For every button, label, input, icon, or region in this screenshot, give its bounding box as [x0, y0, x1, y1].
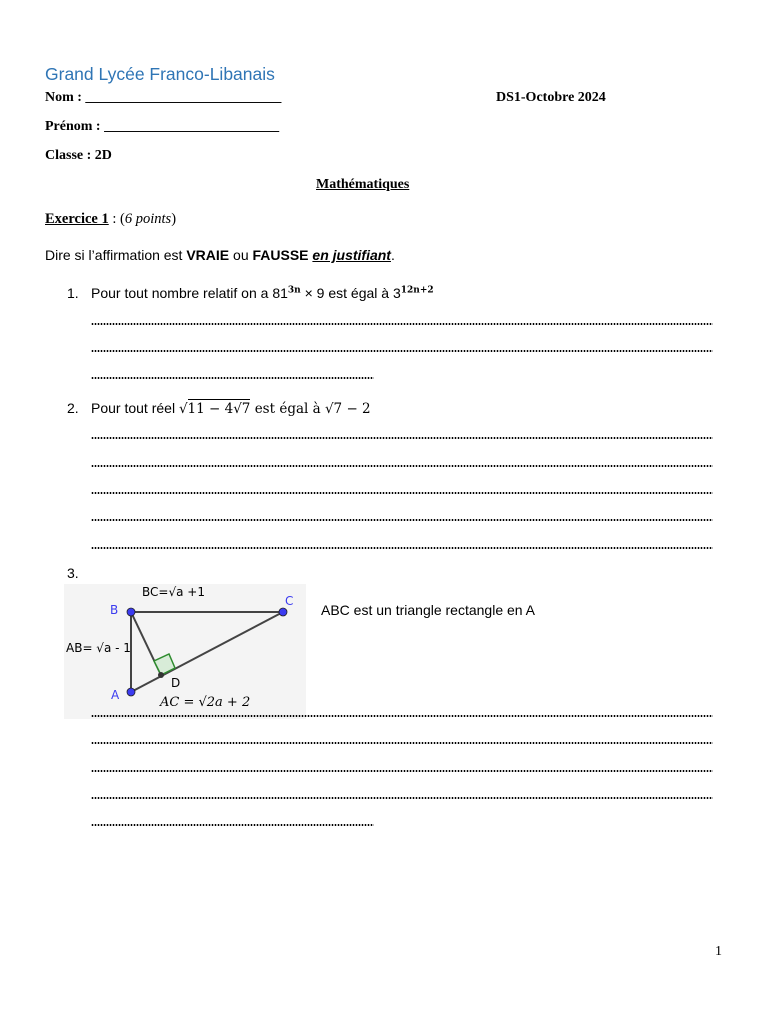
first-name-field: Prénom : _________________________ [45, 119, 280, 134]
exercise-colon: : ( [108, 211, 125, 227]
answer-line [91, 323, 713, 325]
school-name: Grand Lycée Franco-Libanais [45, 64, 275, 84]
question-2-number: 2. [67, 400, 79, 416]
point-d-dot [158, 672, 164, 678]
point-c-dot [279, 608, 287, 616]
page-number: 1 [715, 944, 722, 959]
triangle-diagram [64, 584, 306, 719]
exercise-label: Exercice 1 [45, 211, 109, 227]
label-bc: BC=√a +1 [142, 585, 205, 599]
question-2-text-a: Pour tout réel [91, 400, 179, 416]
label-point-d: D [171, 676, 181, 690]
exercise-title [45, 211, 176, 228]
answer-line [91, 519, 713, 521]
answer-line [91, 492, 713, 494]
answer-line [91, 797, 713, 799]
instruction-ou: ou [229, 247, 253, 263]
point-b-dot [127, 608, 135, 616]
instruction-pre: Dire si l’affirmation est [45, 247, 187, 263]
label-point-c: C [285, 594, 294, 608]
question-1-text [91, 285, 434, 301]
question-1-exp-b: 12n+2 [400, 285, 434, 296]
question-2-text [91, 400, 371, 417]
question-1-number: 1. [67, 285, 79, 301]
class-field: Classe : 2D [45, 148, 112, 163]
side-ac [131, 612, 283, 692]
question-1-text-b: × 9 est égal à 3 [300, 285, 401, 301]
question-2-radical-sign: √ [178, 401, 188, 417]
name-field: Nom : ____________________________ [45, 90, 282, 105]
answer-line [91, 715, 713, 717]
answer-line [91, 350, 713, 352]
point-a-dot [127, 688, 135, 696]
answer-line [91, 770, 713, 772]
answer-line [91, 824, 374, 826]
exercise-points: 6 points [124, 211, 172, 227]
instruction-fausse: FAUSSE [252, 247, 309, 263]
label-point-b: B [110, 603, 119, 617]
exam-date: DS1-Octobre 2024 [496, 90, 606, 105]
question-3-statement: ABC est un triangle rectangle en A [321, 602, 536, 618]
answer-line [91, 377, 374, 379]
answer-line [91, 547, 713, 549]
instruction [45, 247, 395, 263]
label-point-a: A [111, 688, 120, 702]
answer-line [91, 437, 713, 439]
instruction-vraie: VRAIE [186, 247, 230, 263]
label-ac: AC = √2a + 2 [160, 695, 251, 710]
question-1-text-a: Pour tout nombre relatif on a 81 [91, 285, 288, 301]
right-angle-marker [154, 654, 175, 675]
label-ab: AB= √a - 1 [66, 641, 131, 655]
subject-title: Mathématiques [316, 177, 410, 192]
question-3-number: 3. [67, 565, 79, 581]
question-2-text-b: est égal à √7 − 2 [250, 401, 371, 417]
instruction-justify: en justifiant [312, 247, 391, 263]
instruction-end: . [390, 247, 395, 263]
answer-line [91, 742, 713, 744]
question-2-radicand: 11 − 4√7 [187, 401, 251, 417]
answer-line [91, 465, 713, 467]
exercise-close: ) [171, 211, 177, 227]
question-1-exp-a: 3n [287, 285, 301, 296]
